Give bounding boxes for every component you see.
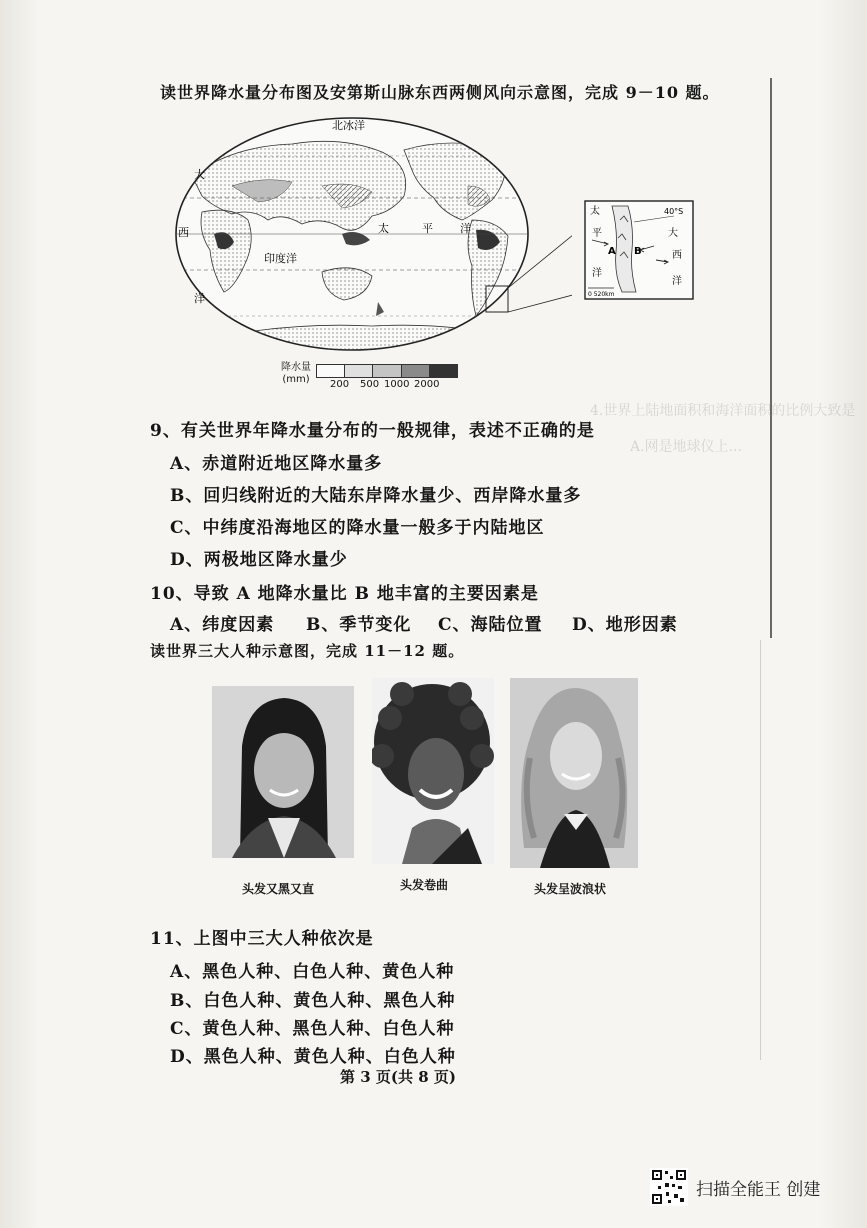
photo-curly-hair <box>372 678 494 864</box>
q10-option-a: A、纬度因素 <box>170 615 275 635</box>
precipitation-legend <box>280 362 460 392</box>
world-precipitation-map <box>172 116 572 402</box>
q10-option-c: C、海陆位置 <box>438 615 543 635</box>
inset-scale: 0 520km <box>588 291 615 298</box>
q9-option-c: C、中纬度沿海地区的降水量一般多于内陆地区 <box>170 518 545 538</box>
andes-inset-map <box>584 200 694 300</box>
bleed-text: 4.世界上陆地面积和海洋面积的比例大致是 <box>590 403 856 419</box>
q9-option-a: A、赤道附近地区降水量多 <box>170 454 383 474</box>
section-intro-2: 读世界三大人种示意图，完成 11－12 题。 <box>150 642 465 660</box>
legend-title: 降水量 <box>281 362 311 373</box>
q11-option-a: A、黑色人种、白色人种、黄色人种 <box>170 962 455 982</box>
q11-option-c: C、黄色人种、黑色人种、白色人种 <box>170 1019 455 1039</box>
q10-stem: 10、导致 A 地降水量比 B 地丰富的主要因素是 <box>150 584 539 604</box>
q9-stem: 9、有关世界年降水量分布的一般规律，表述不正确的是 <box>150 421 595 441</box>
label-atlantic-1: 大 <box>194 168 205 181</box>
inset-atlantic-3: 洋 <box>672 276 682 287</box>
photo-straight-hair <box>212 686 354 858</box>
caption-curly-hair: 头发卷曲 <box>400 878 449 892</box>
legend-tick: 1000 <box>384 379 410 390</box>
legend-unit: (mm) <box>282 374 310 385</box>
inset-pacific-2: 平 <box>592 228 602 239</box>
q10-option-b: B、季节变化 <box>306 615 412 635</box>
section-intro: 读世界降水量分布图及安第斯山脉东西两侧风向示意图，完成 9－10 题。 <box>160 83 720 102</box>
legend-tick: 500 <box>360 379 380 390</box>
label-pacific-2: 平 <box>422 222 433 235</box>
watermark-text: 扫描全能王 创建 <box>696 1179 821 1200</box>
scanner-watermark <box>650 1168 820 1206</box>
label-atlantic-2: 西 <box>178 226 189 239</box>
label-atlantic-3: 洋 <box>194 292 205 305</box>
binding-line-lower <box>760 640 761 1060</box>
inset-pacific-1: 太 <box>590 206 600 217</box>
inset-atlantic-2: 西 <box>672 250 682 261</box>
q10-option-d: D、地形因素 <box>572 615 678 635</box>
inset-atlantic-1: 大 <box>668 228 678 239</box>
bleed-text: A.网是地球仪上... <box>630 439 742 455</box>
legend-tick: 2000 <box>414 379 440 390</box>
inset-point-a: A <box>608 246 616 257</box>
legend-tick: 200 <box>330 379 350 390</box>
caption-straight-hair: 头发又黑又直 <box>242 882 315 896</box>
caption-wavy-hair: 头发呈波浪状 <box>534 882 607 896</box>
label-indian: 印度洋 <box>264 252 297 265</box>
q9-option-b: B、回归线附近的大陆东岸降水量少、西岸降水量多 <box>170 486 582 506</box>
inset-pacific-3: 洋 <box>592 268 602 279</box>
page-footer: 第 3 页(共 8 页) <box>340 1068 456 1086</box>
label-pacific-1: 太 <box>378 222 389 235</box>
photo-wavy-hair <box>510 678 638 868</box>
binding-line <box>770 78 772 638</box>
q9-option-d: D、两极地区降水量少 <box>170 550 348 570</box>
legend-swatches <box>316 364 458 378</box>
q11-stem: 11、上图中三大人种依次是 <box>150 929 374 949</box>
inset-latitude: 40°S <box>664 207 684 216</box>
label-pacific-3: 洋 <box>460 222 471 235</box>
inset-point-b: B <box>634 246 642 257</box>
label-arctic: 北冰洋 <box>332 119 365 132</box>
qr-code-icon <box>650 1168 688 1206</box>
q11-option-d: D、黑色人种、黄色人种、白色人种 <box>170 1047 456 1067</box>
q11-option-b: B、白色人种、黄色人种、黑色人种 <box>170 991 456 1011</box>
